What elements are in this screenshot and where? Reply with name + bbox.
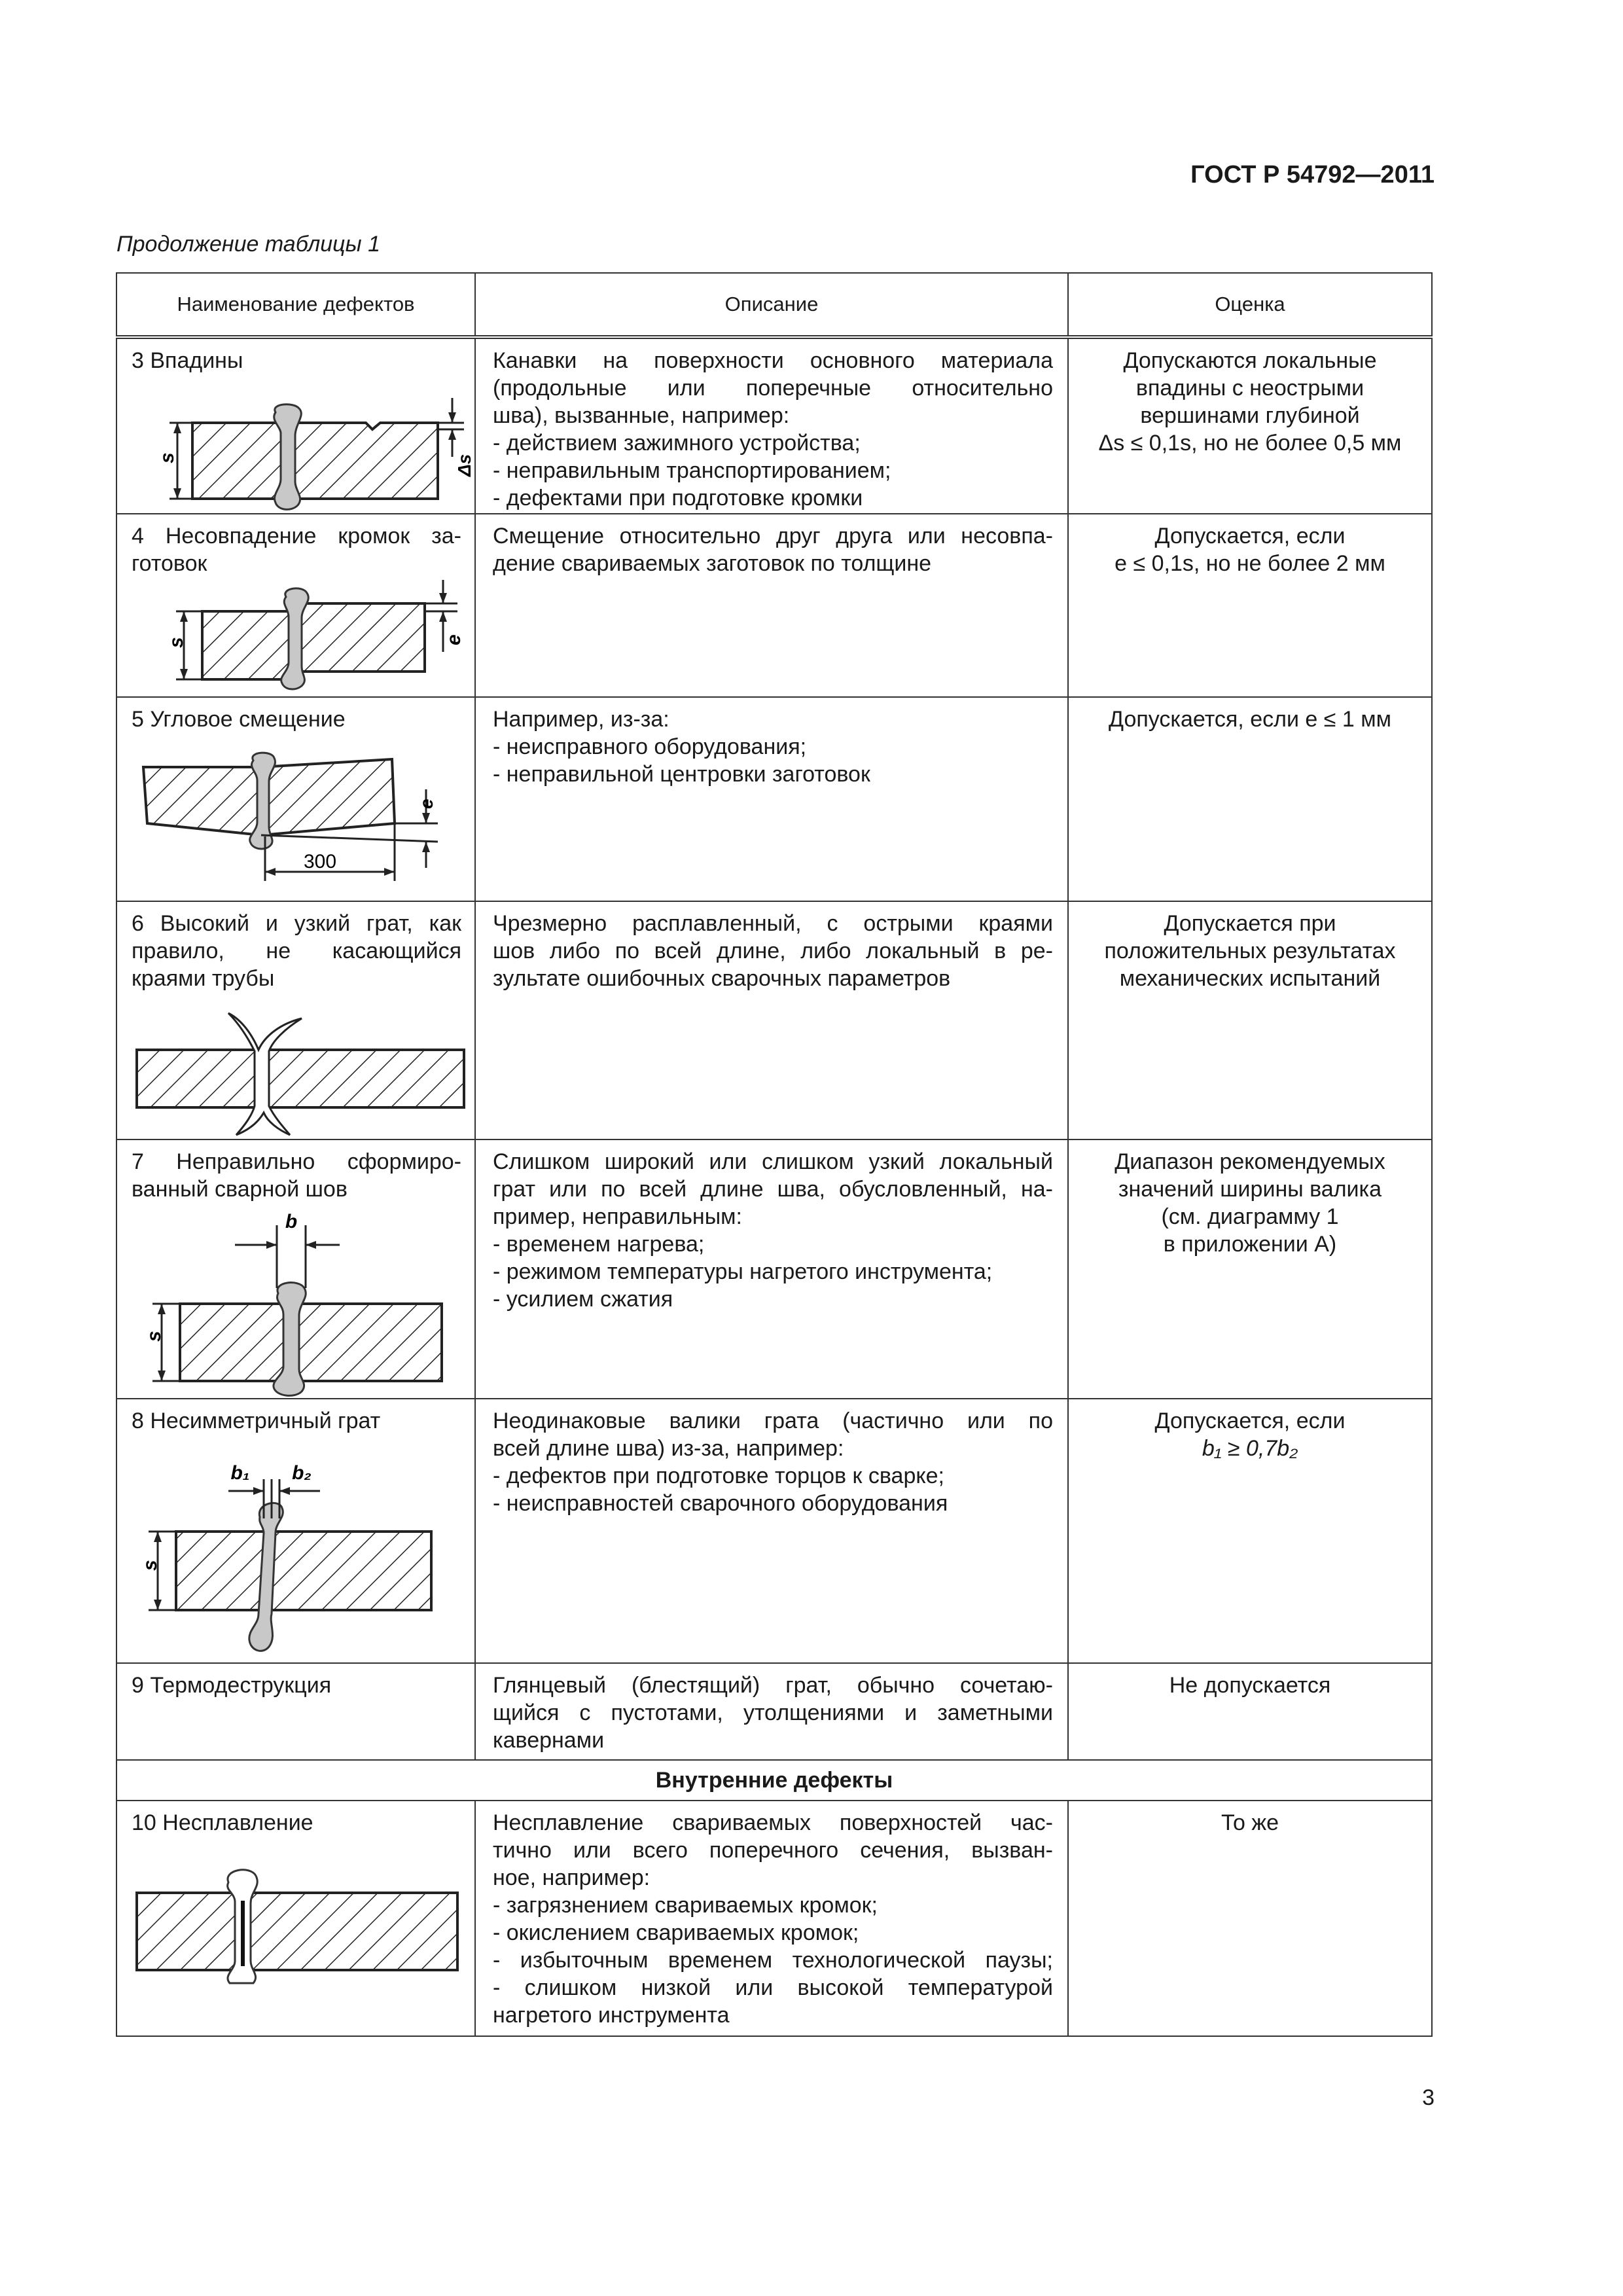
defect-evaluation-cell [1068,1801,1432,2036]
diagram-label-300: 300 [303,851,337,872]
defect-description-cell [475,697,1068,901]
diagram-label-s: s [139,1560,161,1571]
description-line: шов либо по всей длине, либо локальный в ре- [493,939,1053,963]
evaluation-line: Допускается при [1164,911,1336,936]
diagram-label-e: e [443,634,465,645]
diagram-label-e: e [416,798,437,809]
description-line: пример, неправильным: [493,1204,742,1229]
description-line: зультате ошибочных сварочных параметров [493,966,951,991]
description-line: Канавки на поверхности основного материала [493,348,1053,373]
description-line: щийся с пустотами, утолщениями и заметными [493,1700,1053,1725]
section-heading-row [116,1760,1432,1801]
defect-name: правило, не касающийся [132,939,461,963]
table-row [116,514,1432,697]
defect-name-cell [116,1139,475,1399]
description-line: - дефектами при подготовке кромки [493,486,863,511]
evaluation-line: Не допускается [1169,1673,1331,1698]
description-line: Чрезмерно расплавленный, с острыми краями [493,911,1053,936]
evaluation-line: положительных результатах [1104,939,1396,963]
description-line: - слишком низкой или высокой температурой [493,1975,1053,2000]
evaluation-line: b₁ ≥ 0,7b₂ [1202,1436,1298,1461]
defect-name-cell [116,1801,475,2036]
defect-description-cell [475,901,1068,1139]
evaluation-line: вершинами глубиной [1140,403,1360,428]
evaluation-line: (см. диаграмму 1 [1161,1204,1339,1229]
description-line: Слишком широкий или слишком узкий локальный [493,1149,1053,1174]
defect-name: 8 Несимметричный грат [132,1408,381,1433]
evaluation-line: То же [1221,1810,1279,1835]
description-line: Неодинаковые валики грата (частично или по [493,1408,1053,1433]
high-narrow-flash-diagram [130,1007,464,1138]
evaluation-line: значений ширины валика [1118,1177,1382,1202]
description-line: кавернами [493,1728,605,1753]
evaluation-line: e ≤ 0,1s, но не более 2 мм [1115,551,1385,576]
diagram-label-b: b [285,1211,298,1232]
description-line: Глянцевый (блестящий) грат, обычно сочетаю- [493,1673,1053,1698]
table-continuation-caption: Продолжение таблицы 1 [116,232,380,257]
defect-name-cell [116,1663,475,1760]
defect-name-cell [116,514,475,697]
page-number: 3 [1422,2085,1435,2110]
description-line: - избыточным временем технологической паузы; [493,1948,1053,1973]
description-line: - загрязнением свариваемых кромок; [493,1893,878,1918]
defect-name: 5 Угловое смещение [132,707,346,732]
description-line: грат или по всей длине шва, обусловленный, на- [493,1177,1053,1202]
defect-name-cell [116,697,475,901]
description-line: тично или всего поперечного сечения, вызван- [493,1838,1053,1863]
description-line: нагретого инструмента [493,2003,730,2028]
asymmetric-flash-diagram [130,1440,464,1662]
diagram-label-s: s [156,452,178,463]
defect-name: 10 Несплавление [132,1810,313,1835]
description-line: - неисправного оборудования; [493,734,807,759]
table-header-row [116,273,1432,337]
defect-description-cell [475,1663,1068,1760]
defect-evaluation-cell [1068,1663,1432,1760]
defect-name: 4 Несовпадение кромок за- [132,524,461,548]
defect-name: 7 Неправильно сформиро- [132,1149,461,1174]
defect-description-cell [475,514,1068,697]
description-line: - дефектов при подготовке торцов к сварке; [493,1463,944,1488]
description-line: - режимом температуры нагретого инструмента; [493,1259,993,1284]
defect-evaluation-cell [1068,337,1432,514]
evaluation-line: Диапазон рекомендуемых [1115,1149,1385,1174]
defect-evaluation-cell [1068,1399,1432,1663]
table-row [116,1139,1432,1399]
description-line: шва), вызванные, например: [493,403,790,428]
defects-table [116,272,1433,2037]
table-row [116,1399,1432,1663]
table-row [116,1801,1432,2036]
defect-name: краями трубы [132,966,275,991]
column-header-description: Описание [475,273,1068,337]
defect-name: 9 Термодеструкция [132,1673,332,1698]
table-row [116,1663,1432,1760]
defect-name: 3 Впадины [132,348,243,373]
defect-evaluation-cell [1068,901,1432,1139]
description-line: Смещение относительно друг друга или несовпа- [493,524,1053,548]
diagram-label-s: s [143,1331,165,1342]
defect-evaluation-cell [1068,1139,1432,1399]
lack-of-fusion-diagram [130,1851,464,1982]
defect-name: 6 Высокий и узкий грат, как [132,911,461,936]
defect-evaluation-cell [1068,514,1432,697]
evaluation-line: Допускается, если [1154,524,1346,548]
angular-misalignment-diagram [130,750,464,901]
evaluation-line: механических испытаний [1119,966,1381,991]
defect-name-cell [116,337,475,514]
description-line: - неправильным транспортированием; [493,458,891,483]
defect-name-cell [116,1399,475,1663]
defect-name: ванный сварной шов [132,1177,348,1202]
table-row [116,697,1432,901]
defect-evaluation-cell [1068,697,1432,901]
description-line: - действием зажимного устройства; [493,431,861,456]
defect-description-cell [475,1139,1068,1399]
evaluation-line: впадины с неострыми [1135,376,1364,401]
defect-description-cell [475,337,1068,514]
table-row [116,337,1432,514]
description-line: всей длине шва) из-за, например: [493,1436,844,1461]
malformed-weld-diagram [130,1206,464,1395]
column-header-name: Наименование дефектов [116,273,475,337]
defect-description-cell [475,1801,1068,2036]
defect-description-cell [475,1399,1068,1663]
evaluation-line: Δs ≤ 0,1s, но не более 0,5 мм [1098,431,1402,456]
description-line: (продольные или поперечные относительно [493,376,1053,401]
description-line: - окислением свариваемых кромок; [493,1920,859,1945]
section-heading: Внутренние дефекты [116,1760,1432,1801]
description-line: - усилием сжатия [493,1287,673,1312]
evaluation-line: Допускается, если [1154,1408,1346,1433]
description-line: - неисправностей сварочного оборудования [493,1491,948,1516]
diagram-label-delta-s: Δs [454,454,474,476]
diagram-label-b1: b₁ [230,1462,250,1484]
diagram-label-s: s [166,637,187,648]
description-line: Несплавление свариваемых поверхностей час- [493,1810,1053,1835]
standard-code: ГОСТ Р 54792—2011 [1190,161,1435,188]
table-row [116,901,1432,1139]
evaluation-line: Допускаются локальные [1123,348,1377,373]
description-line: - временем нагрева; [493,1232,705,1257]
evaluation-line: Допускается, если e ≤ 1 мм [1109,707,1391,732]
evaluation-line: в приложении А) [1163,1232,1337,1257]
defect-name-cell [116,901,475,1139]
defect-name: готовок [132,551,207,576]
description-line: - неправильной центровки заготовок [493,762,870,787]
edge-mismatch-diagram [130,580,464,694]
column-header-evaluation: Оценка [1068,273,1432,337]
description-line: дение свариваемых заготовок по толщине [493,551,932,576]
description-line: Например, из-за: [493,707,669,732]
groove-diagram [130,398,474,516]
description-line: ное, например: [493,1865,651,1890]
diagram-label-b2: b₂ [292,1462,312,1484]
